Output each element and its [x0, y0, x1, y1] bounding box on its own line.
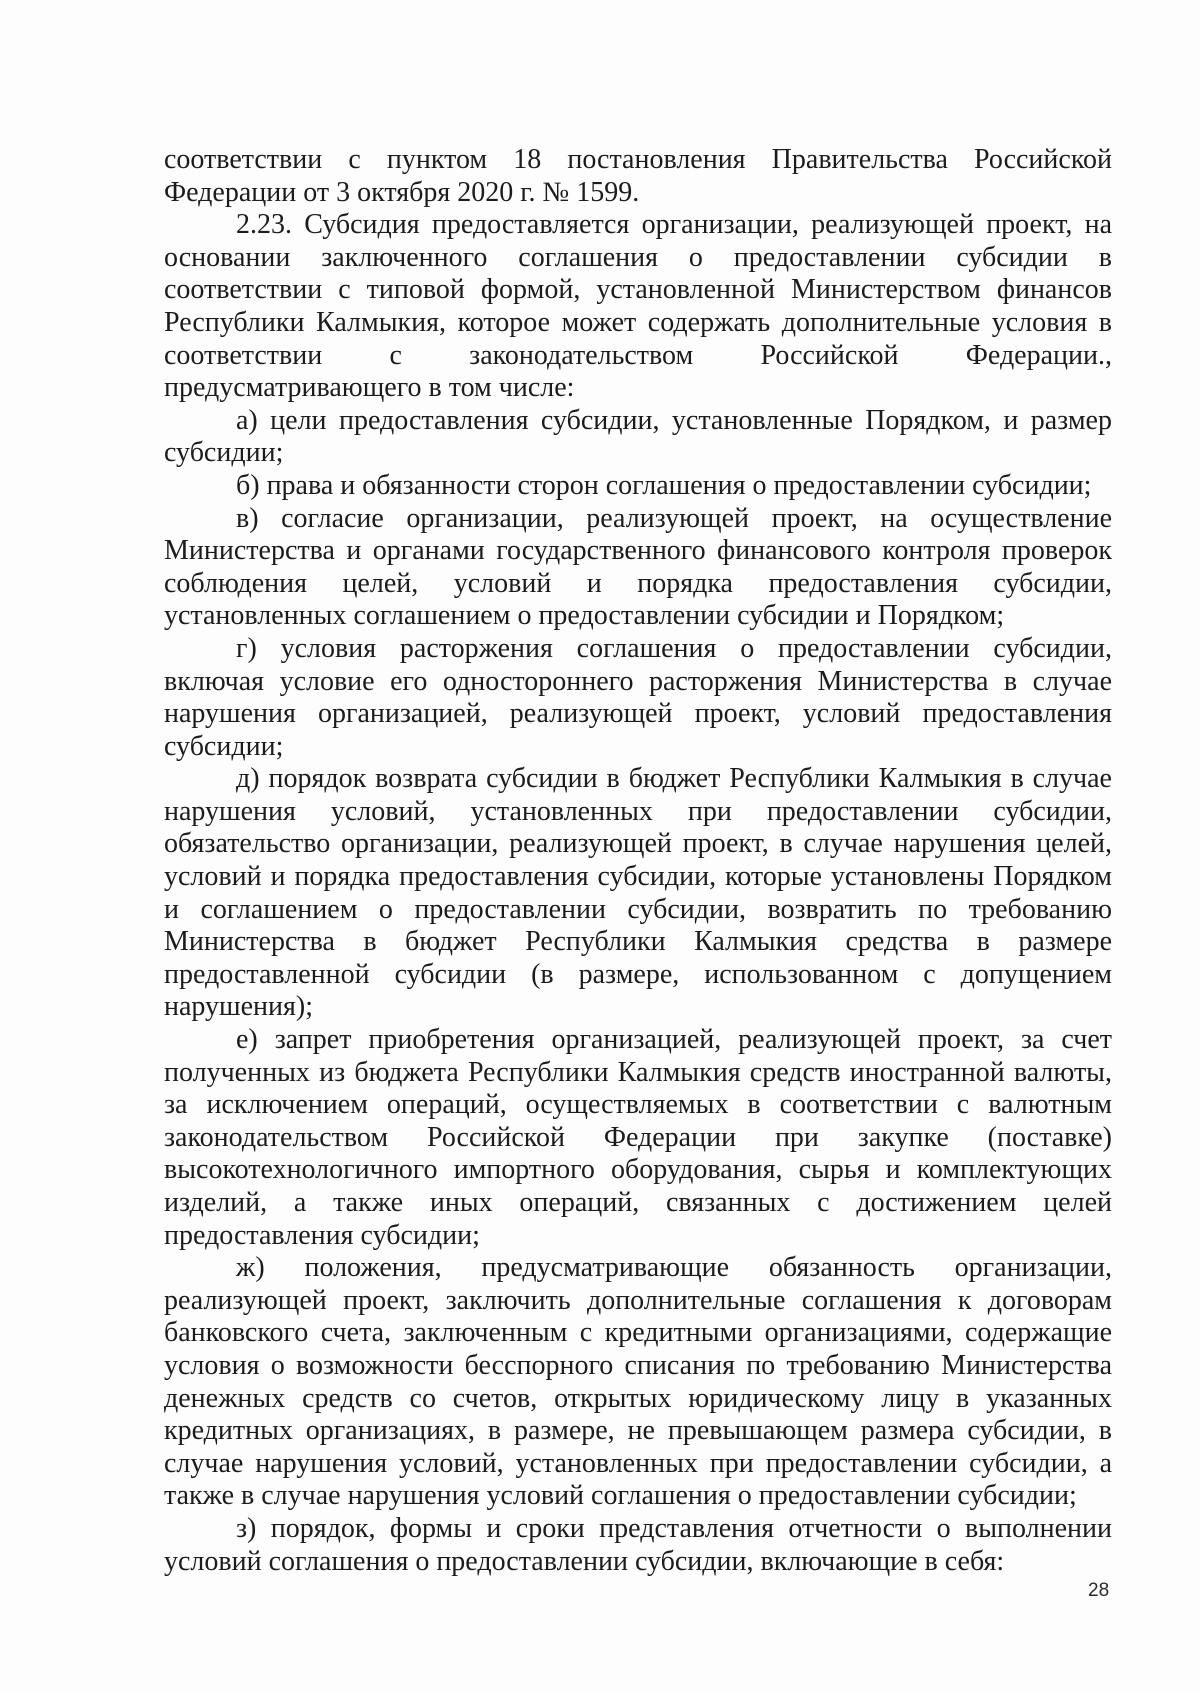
paragraph-item-g: г) условия расторжения соглашения о предоставлении субсидии, включая условие его одностороннего расторжения Министерства в случае нарушения организацией, реализующей проект, условий предоставления субсидии; — [164, 632, 1112, 762]
paragraph-item-b: б) права и обязанности сторон соглашения о предоставлении субсидии; — [236, 469, 1092, 501]
paragraph-item-d: д) порядок возврата субсидии в бюджет Республики Калмыкия в случае нарушения условий, установленных при предоставлении субсидии, обязательство организации, реализующей проект, в случае нарушения целей, условий и порядка предоставления субсидии, которые установлены Порядком и соглашением о предоставлении субсидии, возвратить по требованию Министерства в бюджет Республики Калмыкия средства в размере предоставленной субсидии (в размере, использованном с допущением нарушения); — [164, 763, 1112, 1023]
document-body — [164, 144, 1112, 1578]
paragraph-item-v: в) согласие организации, реализующей проект, на осуществление Министерства и органами государственного финансового контроля проверок соблюдения целей, условий и порядка предоставления субсидии, установленных соглашением о предоставлении субсидии и Порядком; — [164, 502, 1112, 632]
paragraph-item-zh: ж) положения, предусматривающие обязанность организации, реализующей проект, заключить дополнительные соглашения к договорам банковского счета, заключенным с кредитными организациями, содержащие условия о возможности бесспорного списания по требованию Министерства денежных средств со счетов, открытых юридическому лицу в указанных кредитных организациях, в размере, не превышающем размера субсидии, в случае нарушения условий, установленных при предоставлении субсидии, а также в случае нарушения условий соглашения о предоставлении субсидии; — [164, 1252, 1112, 1512]
paragraph-item-e: е) запрет приобретения организацией, реализующей проект, за счет полученных из бюджета Республики Калмыкия средств иностранной валюты, за исключением операций, осуществляемых в соответствии с валютным законодательством Российской Федерации при закупке (поставке) высокотехнологичного импортного оборудования, сырья и комплектующих изделий, а также иных операций, связанных с достижением целей предоставления субсидии; — [164, 1024, 1112, 1251]
page-number: 28 — [1088, 1580, 1110, 1601]
paragraph-item-a: а) цели предоставления субсидии, установленные Порядком, и размер субсидии; — [164, 404, 1112, 469]
paragraph-item-z: з) порядок, формы и сроки представления отчетности о выполнении условий соглашения о предоставлении субсидии, включающие в себя: — [164, 1512, 1112, 1577]
paragraph-continuation: соответствии с пунктом 18 постановления Правительства Российской Федерации от 3 октября 2020 г. № 1599. — [164, 144, 1112, 208]
paragraph-2-23: 2.23. Субсидия предоставляется организации, реализующей проект, на основании заключенного соглашения о предоставлении субсидии в соответствии с типовой формой, установленной Министерством финансов Республики Калмыкия, которое может содержать дополнительные условия в соответствии с законодательством Российской Федерации., предусматривающего в том числе: — [164, 209, 1112, 404]
